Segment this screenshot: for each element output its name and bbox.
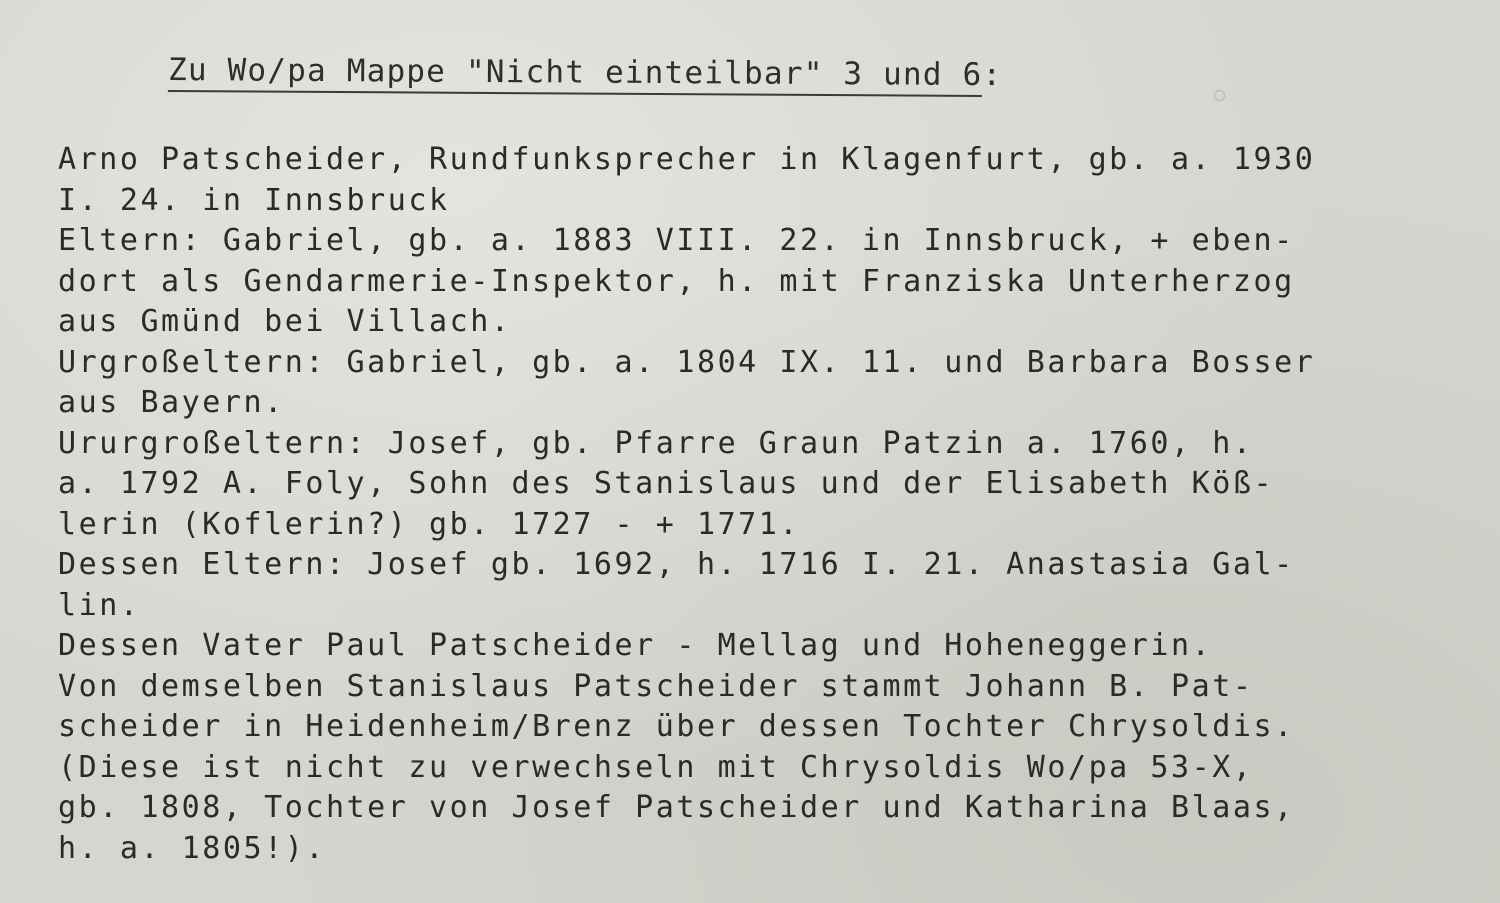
body-text [58, 140, 1478, 869]
text-line: lin. [58, 587, 141, 623]
text-line: aus Gmünd bei Villach. [58, 304, 512, 339]
text-line: Dessen Eltern: Josef gb. 1692, h. 1716 I. 21. Anastasia Gal- [58, 547, 1295, 582]
text-line: I. 24. in Innsbruck [58, 182, 450, 218]
heading-colon: : [982, 56, 1003, 94]
text-line: (Diese ist nicht zu verwechseln mit Chrysoldis Wo/pa 53-X, [58, 749, 1254, 785]
text-line: Eltern: Gabriel, gb. a. 1883 VIII. 22. in Innsbruck, + eben- [58, 223, 1295, 258]
text-line: a. 1792 A. Foly, Sohn des Stanislaus und der Elisabeth Köß- [58, 466, 1275, 501]
text-line: dort als Gendarmerie-Inspektor, h. mit Franziska Unterherzog [58, 263, 1295, 299]
text-line: scheider in Heidenheim/Brenz über dessen Tochter Chrysoldis. [58, 709, 1295, 744]
text-line: Von demselben Stanislaus Patscheider stammt Johann B. Pat- [58, 668, 1254, 704]
page-heading [168, 52, 1003, 97]
text-line: lerin (Koflerin?) gb. 1727 - + 1771. [58, 506, 801, 542]
heading-underlined-text: Zu Wo/pa Mappe "Nicht einteilbar" 3 und 6 [168, 52, 983, 97]
text-line: h. a. 1805!). [58, 830, 326, 866]
text-line: Urgroßeltern: Gabriel, gb. a. 1804 IX. 11. und Barbara Bosser [58, 344, 1316, 380]
paper-speck [1214, 90, 1225, 101]
text-line: aus Bayern. [58, 385, 285, 420]
text-line: Dessen Vater Paul Patscheider - Mellag und Hoheneggerin. [58, 628, 1213, 663]
text-line: Ururgroßeltern: Josef, gb. Pfarre Graun Patzin a. 1760, h. [58, 425, 1254, 461]
text-line: gb. 1808, Tochter von Josef Patscheider und Katharina Blaas, [58, 790, 1295, 825]
text-line: Arno Patscheider, Rundfunksprecher in Klagenfurt, gb. a. 1930 [58, 142, 1316, 177]
